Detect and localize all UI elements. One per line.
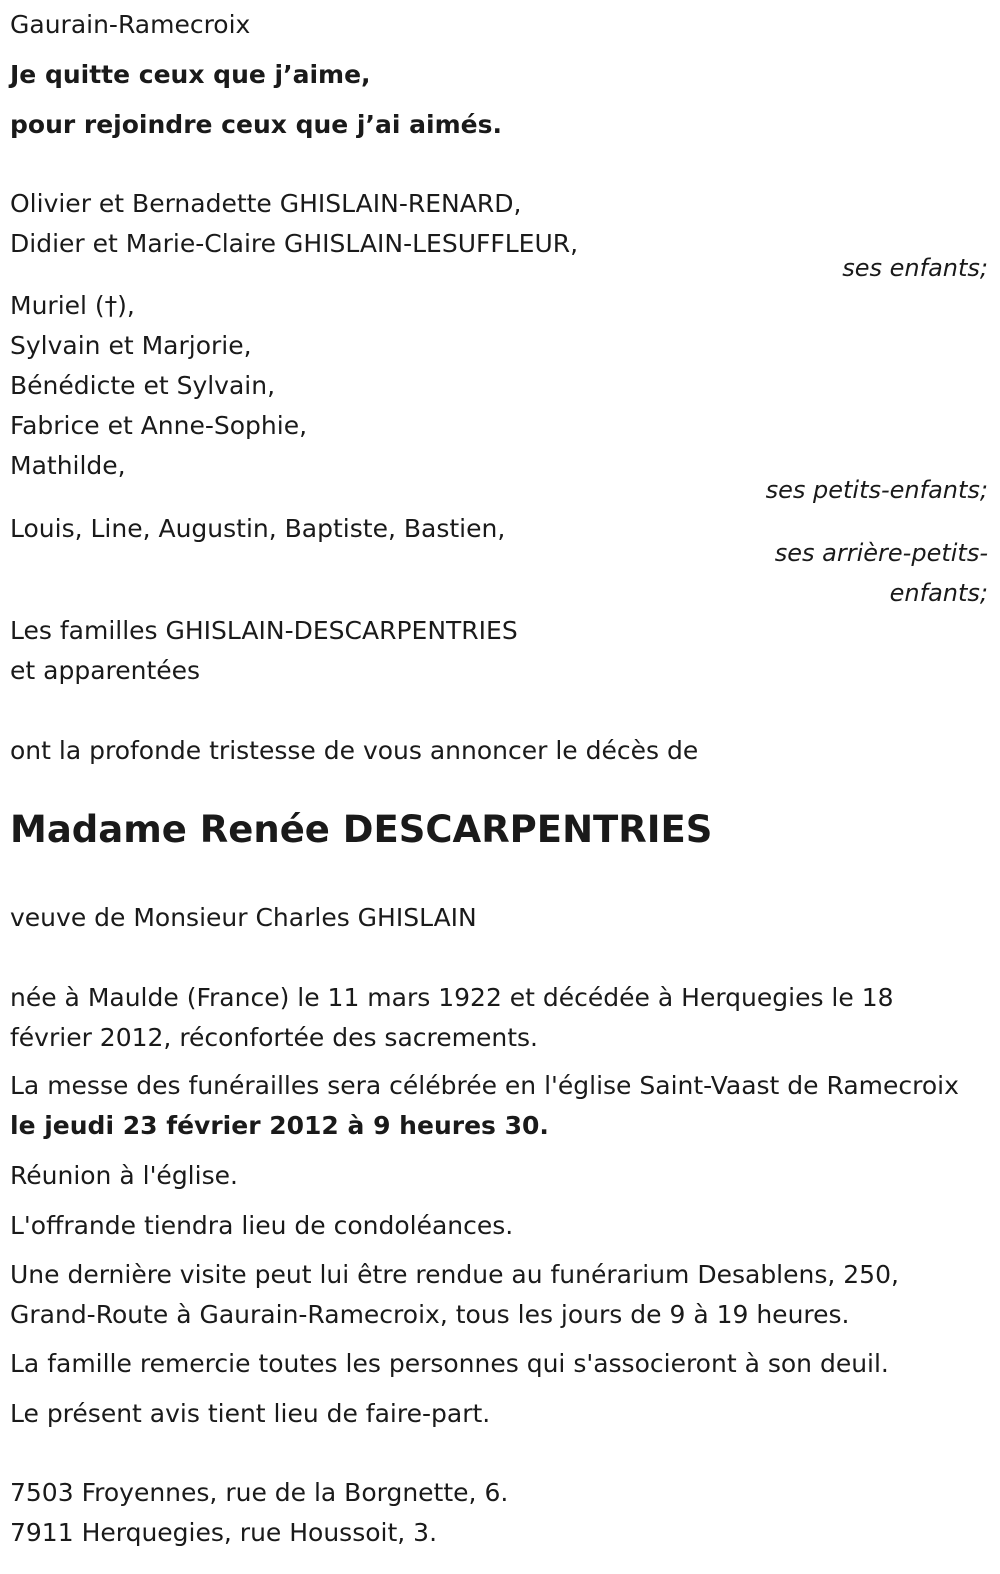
great-grandchildren-role-line-1: ses arrière-petits- [774, 539, 988, 567]
grandchild-name-2: Sylvain et Marjorie, [10, 331, 252, 360]
grandchild-name-4: Fabrice et Anne-Sophie, [10, 411, 308, 440]
funeral-mass-date: le jeudi 23 février 2012 à 9 heures 30. [10, 1111, 549, 1140]
offering-note: L'offrande tiendra lieu de condoléances. [10, 1211, 514, 1240]
deceased-name: Madame Renée DESCARPENTRIES [10, 808, 713, 851]
funeral-mass [10, 1066, 960, 1146]
announcement: ont la profonde tristesse de vous annoncer le décès de [10, 736, 699, 765]
notice-statement: Le présent avis tient lieu de faire-part. [10, 1399, 491, 1428]
grandchildren-role: ses petits-enfants; [765, 476, 988, 504]
great-grandchildren-role-line-2: enfants; [889, 579, 988, 607]
meeting-place: Réunion à l'église. [10, 1161, 238, 1190]
address-1: 7503 Froyennes, rue de la Borgnette, 6. [10, 1478, 509, 1507]
child-name-2: Didier et Marie-Claire GHISLAIN-LESUFFLEUR, [10, 229, 579, 258]
birth-death-details: née à Maulde (France) le 11 mars 1922 et décédée à Herquegies le 18 février 2012, réconfortée des sacrements. [10, 983, 894, 1052]
grandchild-name-3: Bénédicte et Sylvain, [10, 371, 276, 400]
location: Gaurain-Ramecroix [10, 10, 251, 39]
families-line-2: et apparentées [10, 656, 201, 685]
families-line-1: Les familles GHISLAIN-DESCARPENTRIES [10, 616, 518, 645]
funeral-mass-text: La messe des funérailles sera célébrée en l'église Saint-Vaast de Ramecroix [10, 1071, 959, 1100]
obituary-notice [10, 0, 988, 1574]
widow-of: veuve de Monsieur Charles GHISLAIN [10, 903, 477, 932]
quote-line-2: pour rejoindre ceux que j’ai aimés. [10, 110, 502, 139]
family-thanks: La famille remercie toutes les personnes qui s'associeront à son deuil. [10, 1349, 889, 1378]
last-visit-info: Une dernière visite peut lui être rendue au funérarium Desablens, 250, Grand-Route à Gaurain-Ramecroix, tous les jours de 9 à 19 heures. [10, 1260, 899, 1329]
grandchild-name-1: Muriel (†), [10, 291, 135, 320]
children-role: ses enfants; [842, 254, 988, 282]
grandchild-name-5: Mathilde, [10, 451, 126, 480]
quote-line-1: Je quitte ceux que j’aime, [10, 60, 371, 89]
child-name-1: Olivier et Bernadette GHISLAIN-RENARD, [10, 189, 522, 218]
great-grandchildren-names: Louis, Line, Augustin, Baptiste, Bastien, [10, 514, 506, 543]
address-2: 7911 Herquegies, rue Houssoit, 3. [10, 1518, 438, 1547]
